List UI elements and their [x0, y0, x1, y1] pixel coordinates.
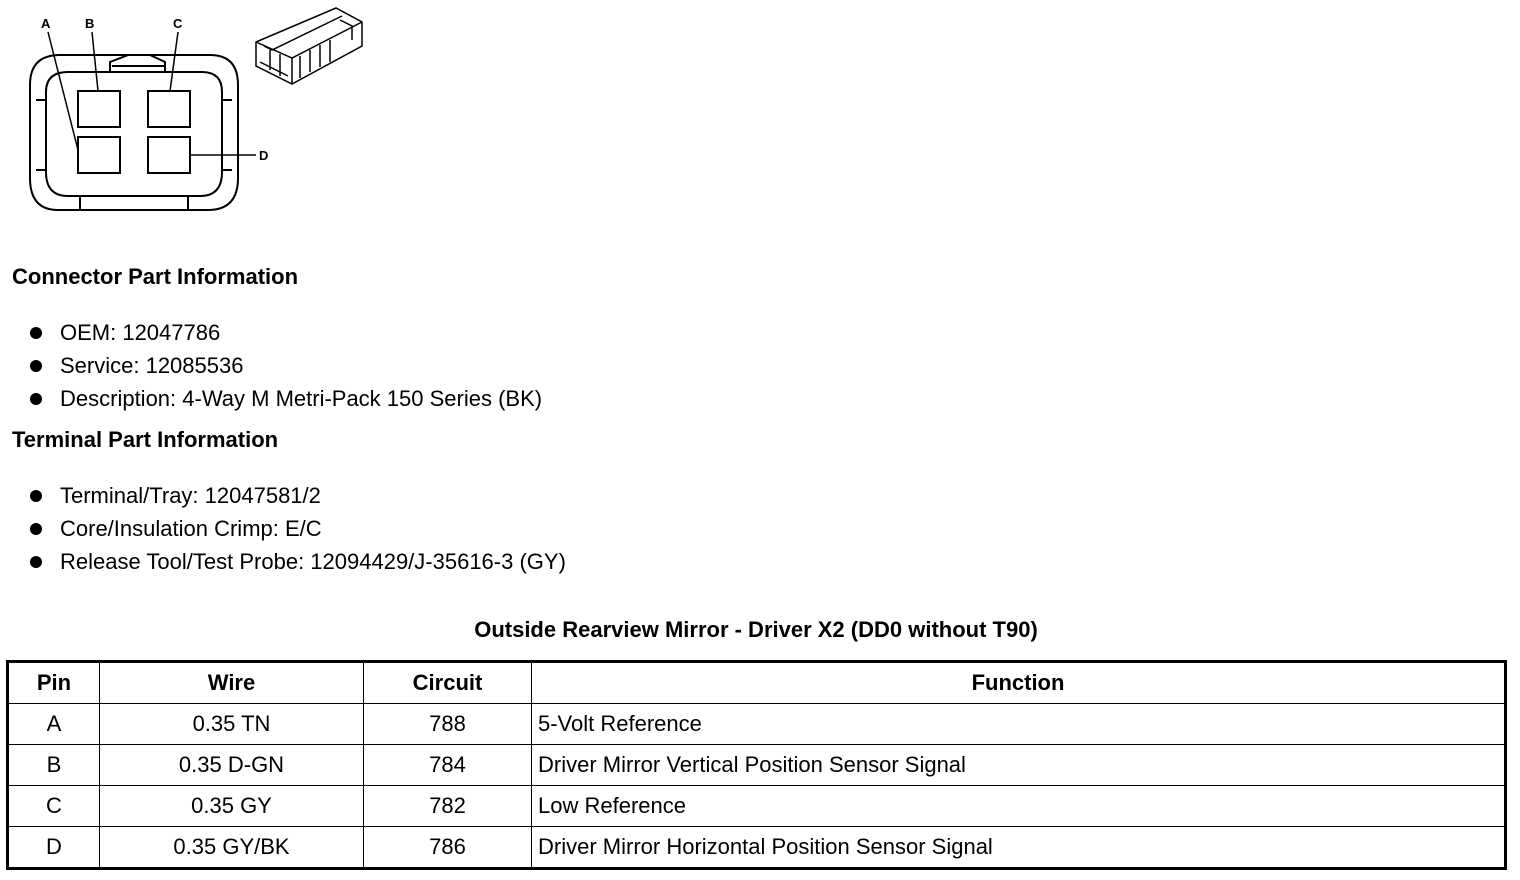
cell-wire: 0.35 GY/BK	[100, 827, 364, 869]
header-pin: Pin	[8, 662, 100, 704]
pin-label-b: B	[85, 16, 95, 31]
cavity-d	[148, 137, 190, 173]
connector-housing-inner	[46, 72, 222, 196]
table-row	[8, 704, 1506, 745]
connector-info-heading: Connector Part Information	[12, 264, 299, 289]
cell-pin: C	[8, 786, 100, 827]
bullet-icon	[30, 393, 42, 405]
cell-pin: A	[8, 704, 100, 745]
cell-function: Driver Mirror Vertical Position Sensor Signal	[532, 745, 1506, 786]
list-item	[30, 512, 566, 545]
crimp-info: Core/Insulation Crimp: E/C	[60, 516, 322, 541]
connector-info-list	[30, 316, 542, 415]
cell-pin: B	[8, 745, 100, 786]
connector-housing-outline	[30, 55, 238, 210]
bullet-icon	[30, 327, 42, 339]
terminal-tray: Terminal/Tray: 12047581/2	[60, 483, 321, 508]
cell-circuit: 788	[364, 704, 532, 745]
cell-function: 5-Volt Reference	[532, 704, 1506, 745]
connector-face-diagram	[0, 0, 380, 225]
cell-circuit: 786	[364, 827, 532, 869]
table-row	[8, 786, 1506, 827]
bullet-icon	[30, 360, 42, 372]
leader-b	[92, 32, 98, 91]
pin-label-a: A	[41, 16, 51, 31]
header-wire: Wire	[100, 662, 364, 704]
cell-circuit: 782	[364, 786, 532, 827]
connector-latch	[110, 55, 165, 72]
cell-circuit: 784	[364, 745, 532, 786]
pin-label-c: C	[173, 16, 183, 31]
connector-description: Description: 4-Way M Metri-Pack 150 Series (BK)	[60, 386, 543, 411]
table-title: Outside Rearview Mirror - Driver X2 (DD0 without T90)	[474, 617, 1038, 642]
table-header-row	[8, 662, 1506, 704]
cavity-a	[78, 137, 120, 173]
connector-3d-illustration	[256, 8, 362, 84]
pinout-table	[6, 660, 1507, 870]
bullet-icon	[30, 523, 42, 535]
list-item	[30, 479, 566, 512]
list-item	[30, 316, 542, 349]
leader-a	[48, 32, 78, 150]
cavity-c	[148, 91, 190, 127]
cavity-b	[78, 91, 120, 127]
cell-pin: D	[8, 827, 100, 869]
cell-wire: 0.35 TN	[100, 704, 364, 745]
bullet-icon	[30, 556, 42, 568]
list-item	[30, 349, 542, 382]
oem-part-number: OEM: 12047786	[60, 320, 221, 345]
release-tool: Release Tool/Test Probe: 12094429/J-35616-3 (GY)	[60, 549, 566, 574]
terminal-info-heading: Terminal Part Information	[12, 427, 279, 452]
cell-function: Driver Mirror Horizontal Position Sensor Signal	[532, 827, 1506, 869]
header-function: Function	[532, 662, 1506, 704]
table-row	[8, 827, 1506, 869]
cell-function: Low Reference	[532, 786, 1506, 827]
table-row	[8, 745, 1506, 786]
leader-c	[170, 32, 178, 91]
list-item	[30, 382, 542, 415]
cell-wire: 0.35 GY	[100, 786, 364, 827]
service-part-number: Service: 12085536	[60, 353, 244, 378]
list-item	[30, 545, 566, 578]
pin-label-d: D	[259, 148, 269, 163]
header-circuit: Circuit	[364, 662, 532, 704]
terminal-info-list	[30, 479, 566, 578]
bullet-icon	[30, 490, 42, 502]
cell-wire: 0.35 D-GN	[100, 745, 364, 786]
